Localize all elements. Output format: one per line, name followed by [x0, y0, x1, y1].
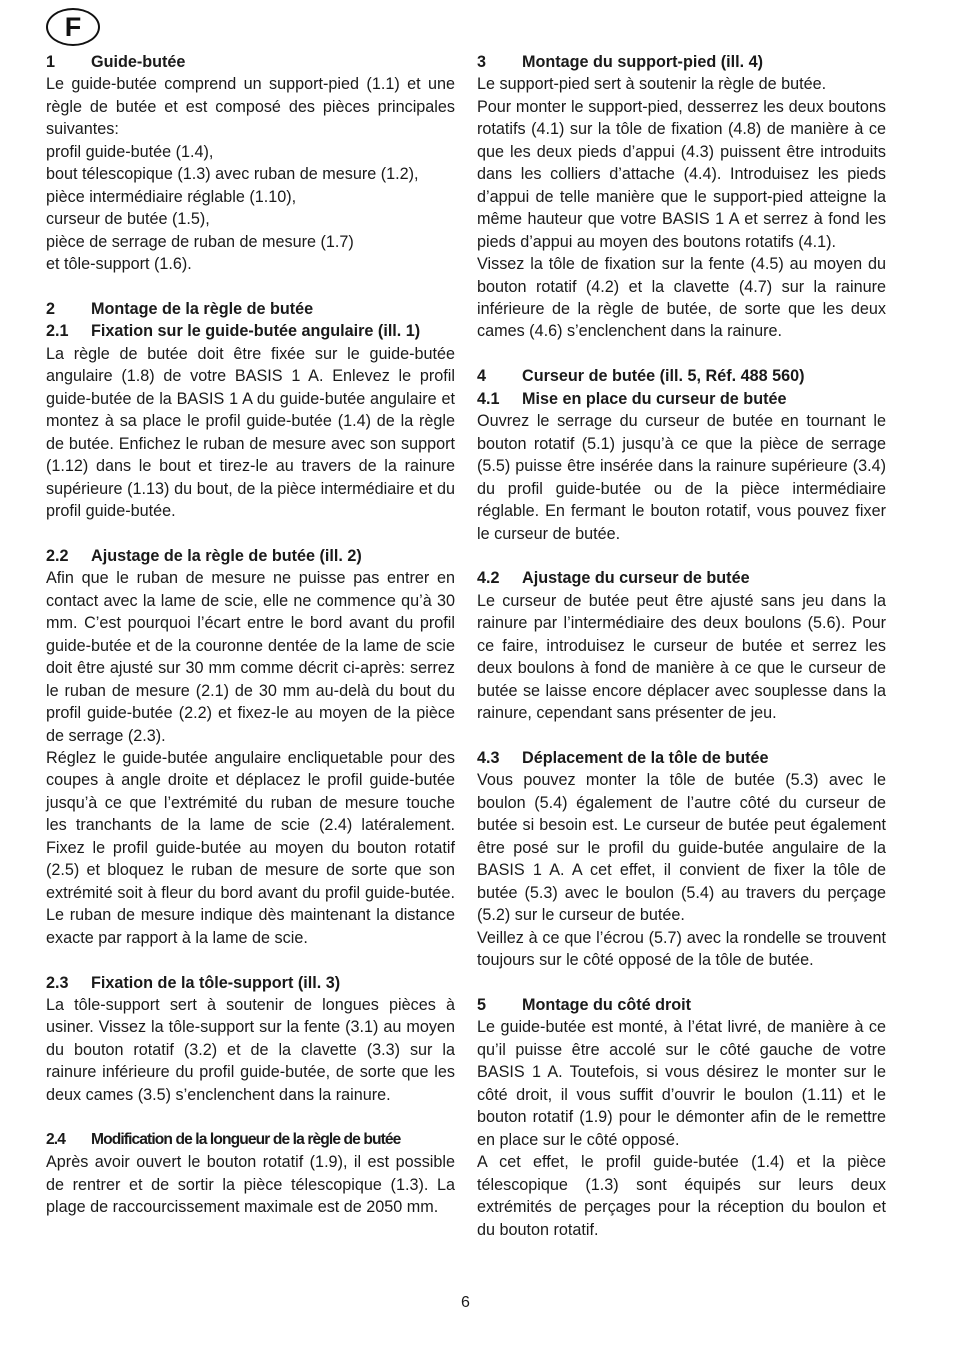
paragraph: Afin que le ruban de mesure ne puisse pas entrer en contact avec la lame de scie, elle ne commence qu’à 30 mm. C’est pourquoi l’écart entre le bord avant du profil guide-butée et de la couronne dentée de la lame de scie doit être ajusté sur 30 mm comme décrit ci-après: serrez le ruban de mesure (2.1) de 30 mm au-delà du bout du profil guide-butée (2.2) et fixez-le au moyen de la pièce de serrage (2.3).: [46, 569, 455, 745]
section-heading-2: 2 Montage de la règle de butée: [46, 299, 314, 318]
section-heading-4-3: 4.3 Déplacement de la tôle de butée: [477, 749, 769, 767]
paragraph: Vissez la tôle de fixation sur la fente (4.5) au moyen du bouton rotatif (4.2) et la clavette (4.7) sur la rainure inférieure de la règle de butée, de sorte que les deux cames (4.6) s’enclenchent dans la rainure.: [477, 255, 886, 341]
paragraph: La tôle-support sert à soutenir de longues pièces à usiner. Vissez la tôle-support sur la fente (3.1) au moyen du bouton rotatif (3.2) et de la clavette (3.3) sur la rainure inférieure du profil guide-butée, de sorte que les deux cames (3.5) s’enclenchent dans la rainure.: [46, 995, 455, 1104]
language-badge: F: [46, 8, 100, 46]
paragraph: Le support-pied sert à soutenir la règle de butée.: [477, 75, 827, 94]
section-heading-4: 4 Curseur de butée (ill. 5, Réf. 488 560): [477, 367, 805, 386]
list-item: pièce intermédiaire réglable (1.10),: [46, 187, 297, 206]
right-column: [477, 51, 886, 1241]
paragraph: Le guide-butée comprend un support-pied (1.1) et une règle de butée et est composé des pièces principales suivantes:: [46, 75, 455, 139]
left-column: [46, 51, 455, 1219]
section-heading-4-1: 4.1 Mise en place du curseur de butée: [477, 389, 787, 408]
list-item: curseur de butée (1.5),: [46, 210, 210, 229]
section-heading-2-2: 2.2 Ajustage de la règle de butée (ill. 2): [46, 546, 362, 565]
paragraph: Ouvrez le serrage du curseur de butée en tournant le bouton rotatif (5.1) jusqu’à ce que la pièce de serrage (5.5) puisse être insérée dans la rainure supérieure (3.4) du profil guide-butée ou de la pièce intermédiaire réglable. En fermant le bouton rotatif, vous pouvez fixer le curseur de butée.: [477, 412, 886, 543]
paragraph: Veillez à ce que l’écrou (5.7) avec la rondelle se trouvent toujours sur le côté opposé de la tôle de butée.: [477, 928, 886, 970]
page-number: 6: [461, 1294, 470, 1311]
paragraph: Le guide-butée est monté, à l’état livré, de manière à ce qu’il puisse être accolé sur le côté gauche de votre BASIS 1 A. Toutefois, si vous désirez le monter sur le côté droit, il vous suffit d’ouvrir le boulon (1.11) et le bouton rotatif (1.9) pour le démonter afin de le remettre en place sur le côté opposé.: [477, 1018, 886, 1149]
paragraph: Pour monter le support-pied, desserrez les deux boutons rotatifs (4.1) sur la tôle de fixation (4.8) de manière à ce que les deux pieds d’appui (4.3) puissent être introduits dans les colliers d’attache (4.4). Introduisez les pieds d’appui de telle manière que le support-pied atteigne la même hauteur que votre BASIS 1 A et serrez à fond les pieds d’appui au moyen des boutons rotatifs (4.1).: [477, 97, 886, 251]
list-item: et tôle-support (1.6).: [46, 255, 192, 274]
list-item: pièce de serrage de ruban de mesure (1.7): [46, 232, 354, 251]
paragraph: Le curseur de butée peut être ajusté sans jeu dans la rainure par l’intermédiaire des deux boulons (5.6). Pour ce faire, introduisez le curseur de butée et serrez les deux boulons à fond de manière à ce que le curseur de butée se laisse encore déplacer avec souplesse dans la rainure, cependant sans présenter de jeu.: [477, 591, 886, 723]
section-heading-4-2: 4.2 Ajustage du curseur de butée: [477, 569, 750, 588]
section-heading-2-4: 2.4 Modification de la longueur de la règle de butée: [46, 1130, 401, 1148]
paragraph: Réglez le guide-butée angulaire encliquetable pour des coupes à angle droite et déplacez le profil guide-butée jusqu’à ce que l’extrémité du ruban de mesure touche les tranchants de la lame de scie (2.4) latéralement. Fixez le profil guide-butée au moyen du bouton rotatif (2.5) et bloquez le ruban de mesure de sorte que son extrémité soit à fleur du bord avant du profil guide-butée. Le ruban de mesure indique dès maintenant la distance exacte par rapport à la lame de scie.: [46, 749, 455, 947]
paragraph: Après avoir ouvert le bouton rotatif (1.9), il est possible de rentrer et de sortir la pièce télescopique (1.3). La plage de raccourcissement maximale est de 2050 mm.: [46, 1153, 455, 1217]
section-heading-1: 1 Guide-butée: [46, 53, 186, 71]
paragraph: Vous pouvez monter la tôle de butée (5.3) avec le boulon (5.4) également de l’autre côté du curseur de butée si besoin est. Le curseur de butée peut également être posé sur le profil du guide-butée angulaire de la BASIS 1 A. A cet effet, il convient de fixer la tôle de butée (5.3) avec le boulon (5.4) au travers du perçage (5.2) sur le curseur de butée.: [477, 771, 886, 925]
section-heading-2-1: 2.1 Fixation sur le guide-butée angulaire (ill. 1): [46, 322, 421, 341]
section-heading-5: 5 Montage du côté droit: [477, 995, 692, 1014]
paragraph: A cet effet, le profil guide-butée (1.4) et la pièce télescopique (1.3) sont équipés sur leurs deux extrémités de perçages pour la réception du boulon et du bouton rotatif.: [477, 1153, 886, 1239]
list-item: profil guide-butée (1.4),: [46, 142, 214, 161]
paragraph: La règle de butée doit être fixée sur le guide-butée angulaire (1.8) de votre BASIS 1 A. Enlevez le profil guide-butée de la BASIS 1 A du guide-butée angulaire et montez à sa place le profil guide-butée (1.4) de la règle de butée. Enfichez le ruban de mesure avec son support (1.12) dans le bout et tirez-le au travers de la rainure supérieure (1.13) du bout, de la pièce intermédiaire et du profil guide-butée.: [46, 344, 455, 521]
section-heading-3: 3 Montage du support-pied (ill. 4): [477, 53, 763, 71]
section-heading-2-3: 2.3 Fixation de la tôle-support (ill. 3): [46, 973, 341, 992]
list-item: bout télescopique (1.3) avec ruban de mesure (1.2),: [46, 165, 419, 184]
